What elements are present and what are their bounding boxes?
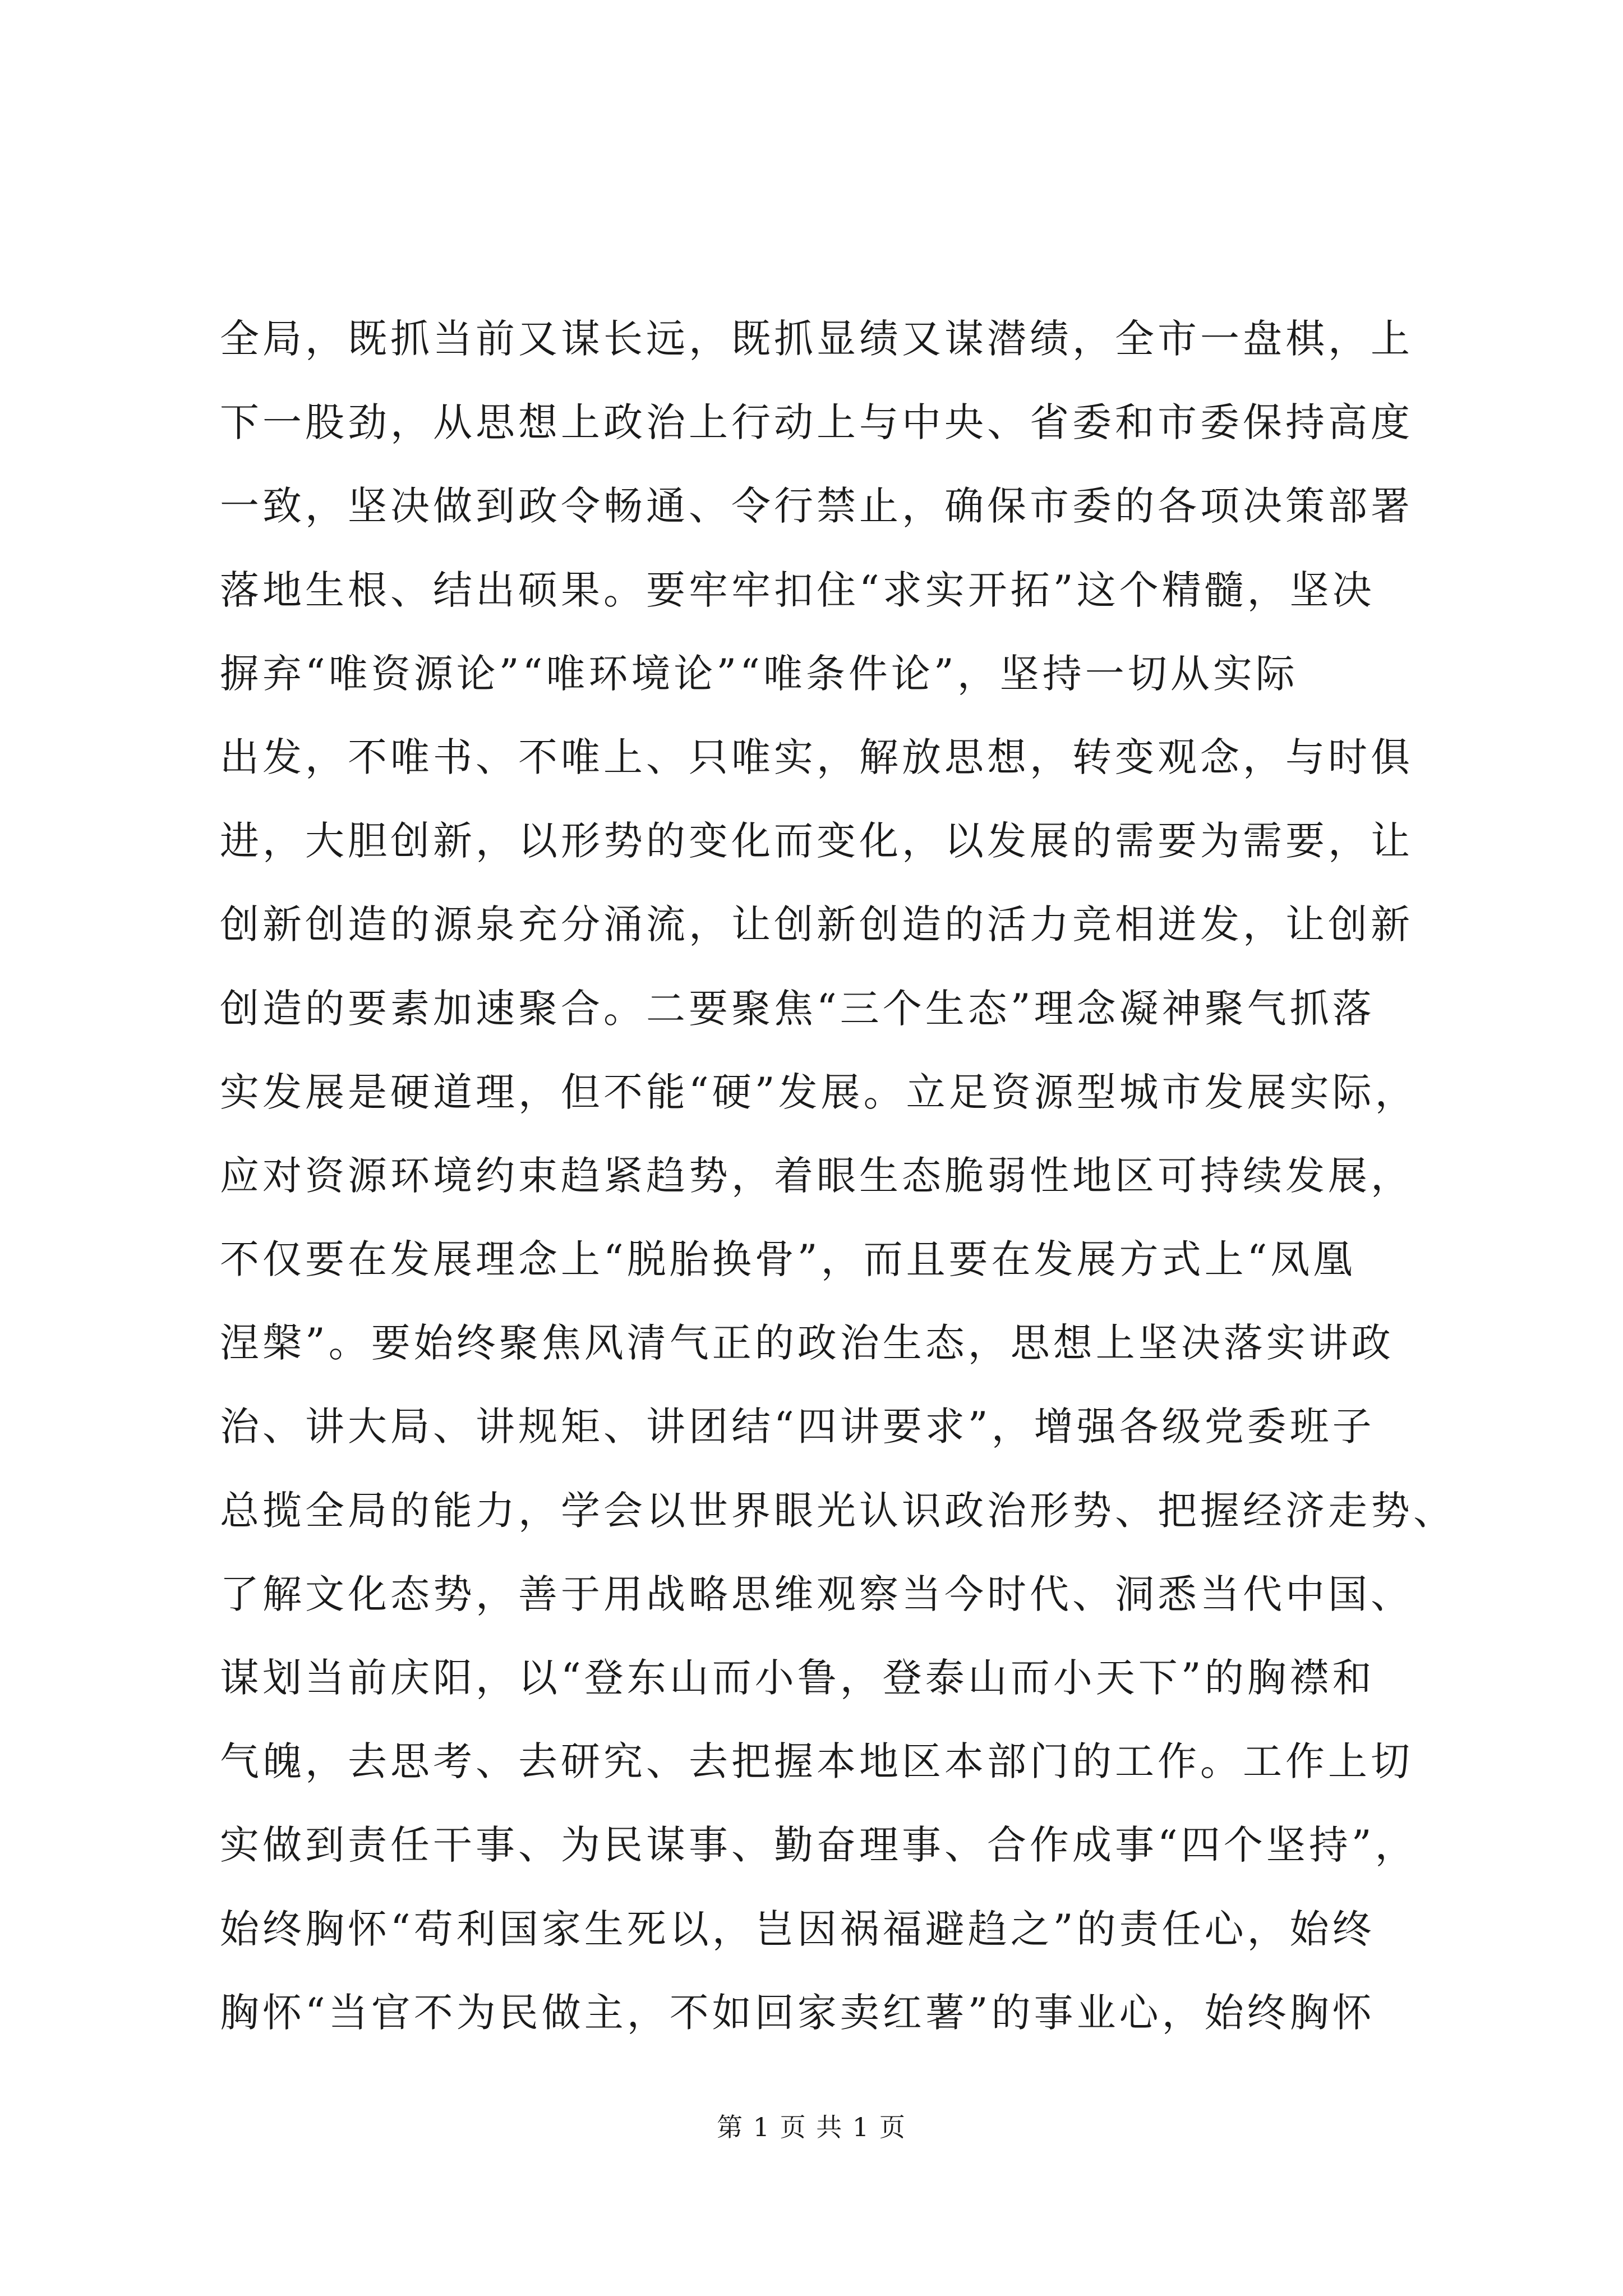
text-line: 创新创造的源泉充分涌流，让创新创造的活力竞相迸发，让创新 <box>220 901 1413 948</box>
text-line: 始终胸怀“苟利国家生死以，岂因祸福避趋之”的责任心，始终 <box>220 1906 1375 1952</box>
text-line: 创造的要素加速聚合。二要聚焦“三个生态”理念凝神聚气抓落 <box>220 985 1375 1032</box>
text-line: 应对资源环境约束趋紧趋势，着眼生态脆弱性地区可持续发展， <box>220 1152 1413 1199</box>
text-line: 落地生根、结出硕果。要牢牢扣住“求实开拓”这个精髓，坚决 <box>220 567 1375 613</box>
text-line: 实做到责任干事、为民谋事、勤奋理事、合作成事“四个坚持”， <box>220 1822 1418 1869</box>
text-line: 摒弃“唯资源论”“唯环境论”“唯条件论”，坚持一切从实际 <box>220 650 1298 697</box>
text-line: 全局，既抓当前又谋长远，既抓显绩又谋潜绩，全市一盘棋，上 <box>220 316 1413 362</box>
text-line: 胸怀“当官不为民做主，不如回家卖红薯”的事业心，始终胸怀 <box>220 1989 1375 2036</box>
text-line: 涅槃”。要始终聚焦风清气正的政治生态，思想上坚决落实讲政 <box>220 1320 1394 1366</box>
text-line: 下一股劲，从思想上政治上行动上与中央、省委和市委保持高度 <box>220 399 1413 446</box>
text-line: 实发展是硬道理，但不能“硬”发展。立足资源型城市发展实际， <box>220 1069 1418 1115</box>
text-line: 出发，不唯书、不唯上、只唯实，解放思想，转变观念，与时俱 <box>220 734 1413 780</box>
text-line: 谋划当前庆阳，以“登东山而小鲁，登泰山而小天下”的胸襟和 <box>220 1655 1375 1701</box>
text-line: 不仅要在发展理念上“脱胎换骨”，而且要在发展方式上“凤凰 <box>220 1236 1356 1283</box>
text-line: 总揽全局的能力，学会以世界眼光认识政治形势、把握经济走势、 <box>220 1487 1456 1534</box>
text-line: 一致，坚决做到政令畅通、令行禁止，确保市委的各项决策部署 <box>220 483 1413 530</box>
text-line: 进，大胆创新，以形势的变化而变化，以发展的需要为需要，让 <box>220 818 1413 864</box>
text-line: 治、讲大局、讲规矩、讲团结“四讲要求”，增强各级党委班子 <box>220 1404 1375 1450</box>
text-line: 气魄，去思考、去研究、去把握本地区本部门的工作。工作上切 <box>220 1738 1413 1785</box>
text-line: 了解文化态势，善于用战略思维观察当今时代、洞悉当代中国、 <box>220 1571 1413 1617</box>
page-footer: 第 1 页 共 1 页 <box>717 2112 906 2142</box>
body-paragraph <box>220 297 1456 2055</box>
